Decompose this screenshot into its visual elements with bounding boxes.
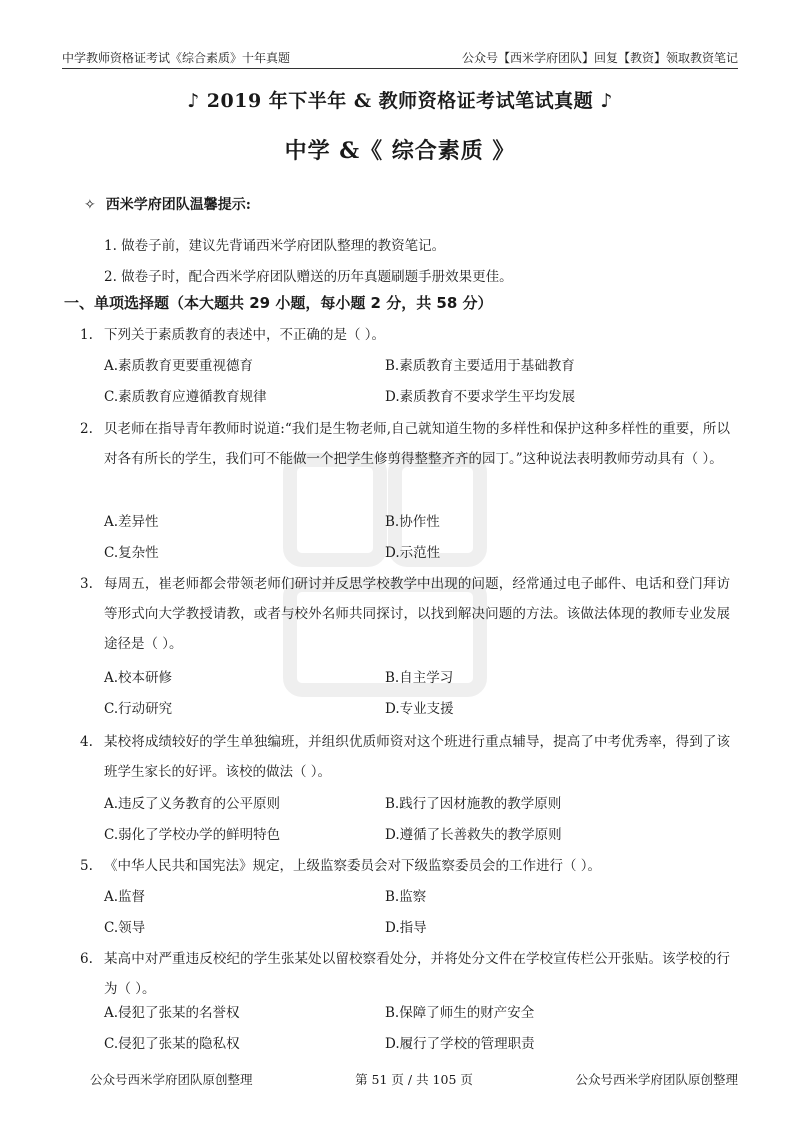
option-d: D.专业支援 — [385, 701, 454, 717]
option-b: B.监察 — [385, 889, 427, 905]
question-5 — [80, 851, 730, 881]
question-2 — [80, 414, 730, 474]
question-number: 6. — [80, 951, 93, 967]
question-6-options — [104, 998, 704, 1060]
tip-item: 2. 做卷子时，配合西米学府团队赠送的历年真题刷题手册效果更佳。 — [104, 269, 513, 285]
question-number: 4. — [80, 734, 93, 750]
header-left: 中学教师资格证考试《综合素质》十年真题 — [62, 51, 291, 65]
question-1-options — [104, 351, 704, 413]
question-stem: 每周五，崔老师都会带领老师们研讨并反思学校教学中出现的问题，经常通过电子邮件、电话和登门拜访等形式向大学教授请教，或者与校外名师共同探讨，以找到解决问题的方法。该做法体现的教师专业发展途径是（ ）。 — [104, 576, 730, 652]
footer-left: 公众号西米学府团队原创整理 — [90, 1072, 253, 1087]
question-6 — [80, 944, 730, 1004]
question-stem: 某高中对严重违反校纪的学生张某处以留校察看处分，并将处分文件在学校宣传栏公开张贴。该学校的行为（ ）。 — [104, 951, 730, 997]
question-number: 1. — [80, 327, 93, 343]
option-d: D.遵循了长善救失的教学原则 — [385, 827, 562, 843]
option-c: C.弱化了学校办学的鲜明特色 — [104, 827, 281, 843]
question-number: 5. — [80, 858, 93, 874]
option-c: C.侵犯了张某的隐私权 — [104, 1036, 240, 1052]
question-5-options — [104, 882, 704, 944]
option-b: B.自主学习 — [385, 670, 454, 686]
section-title: 一、单项选择题（本大题共 29 小题，每小题 2 分，共 58 分） — [64, 294, 493, 312]
exam-title: ♪ 2019 年下半年 & 教师资格证考试笔试真题 ♪ — [187, 90, 613, 112]
page-header — [62, 44, 738, 69]
option-b: B.保障了师生的财产安全 — [385, 1005, 535, 1021]
option-d: D.履行了学校的管理职责 — [385, 1036, 535, 1052]
option-a: A.素质教育更要重视德育 — [104, 358, 254, 374]
option-d: D.素质教育不要求学生平均发展 — [385, 389, 576, 405]
header-right: 公众号【西米学府团队】回复【教资】领取教资笔记 — [461, 51, 738, 65]
question-3-options — [104, 663, 704, 725]
question-4 — [80, 727, 730, 787]
question-1 — [80, 320, 730, 350]
option-c: C.领导 — [104, 920, 146, 936]
footer-right: 公众号西米学府团队原创整理 — [575, 1072, 738, 1087]
question-number: 2. — [80, 421, 93, 437]
question-number: 3. — [80, 576, 93, 592]
option-a: A.差异性 — [104, 514, 159, 530]
diamond-icon: ✧ — [84, 197, 96, 213]
question-2-options — [104, 507, 704, 569]
question-4-options — [104, 789, 704, 851]
tip-item: 1. 做卷子前，建议先背诵西米学府团队整理的教资笔记。 — [104, 238, 446, 254]
question-stem: 某校将成绩较好的学生单独编班，并组织优质师资对这个班进行重点辅导，提高了中考优秀率，得到了该班学生家长的好评。该校的做法（ ）。 — [104, 734, 730, 780]
question-stem: 贝老师在指导青年教师时说道:“我们是生物老师,自己就知道生物的多样性和保护这种多样性的重要，所以对各有所长的学生，我们可不能做一个把学生修剪得整整齐齐的园丁。”这种说法表明教师劳动具有（ ）。 — [104, 421, 730, 467]
option-c: C.行动研究 — [104, 701, 173, 717]
option-a: A.侵犯了张某的名誉权 — [104, 1005, 240, 1021]
option-a: A.监督 — [104, 889, 146, 905]
page-number: 第 51 页 / 共 105 页 — [355, 1072, 473, 1087]
option-b: B.素质教育主要适用于基础教育 — [385, 358, 575, 374]
option-b: B.践行了因材施教的教学原则 — [385, 796, 562, 812]
question-stem: 《中华人民共和国宪法》规定，上级监察委员会对下级监察委员会的工作进行（ ）。 — [104, 858, 602, 874]
option-c: C.素质教育应遵循教育规律 — [104, 389, 267, 405]
question-3 — [80, 569, 730, 659]
option-a: A.校本研修 — [104, 670, 173, 686]
question-stem: 下列关于素质教育的表述中，不正确的是（ ）。 — [104, 327, 386, 343]
option-b: B.协作性 — [385, 514, 440, 530]
option-d: D.示范性 — [385, 545, 441, 561]
exam-subtitle: 中学 &《 综合素质 》 — [284, 138, 516, 164]
option-d: D.指导 — [385, 920, 427, 936]
tips-heading — [84, 194, 251, 214]
page-footer — [90, 1070, 738, 1088]
tips-heading-text: 西米学府团队温馨提示: — [105, 197, 251, 213]
option-a: A.违反了义务教育的公平原则 — [104, 796, 281, 812]
option-c: C.复杂性 — [104, 545, 159, 561]
